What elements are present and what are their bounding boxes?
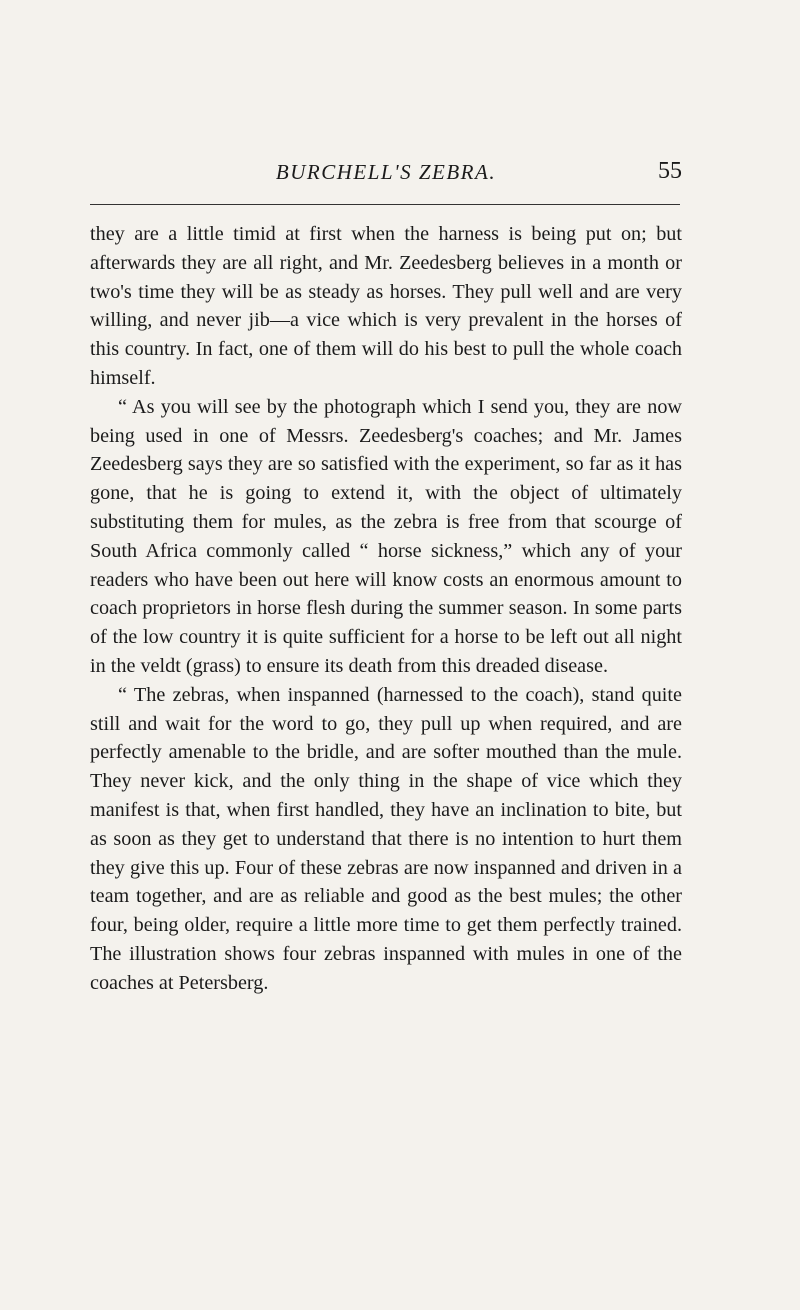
paragraph-2: “ As you will see by the photograph which I send you, they are now being used in one of Messrs. Zeedesberg's coaches; and Mr. James Zeedesberg says they are so satisfied with the experiment, so far as it has gone, that he is going to extend it, with the object of ultimately substituting them for mules, as the zebra is free from that scourge of South Africa commonly called “ horse sickness,” which any of your readers who have been out here will know costs an enormous amount to coach proprietors in horse flesh during the summer season. In some parts of the low country it is quite sufficient for a horse to be left out all night in the veldt (grass) to ensure its death from this dreaded disease. — [90, 395, 682, 677]
paragraph-1: they are a little timid at first when the harness is being put on; but afterwards they are all right, and Mr. Zeedesberg believes in a month or two's time they will be as steady as horses. They pull well and are very willing, and never jib—a vice which is very prevalent in the horses of this country. In fact, one of them will do his best to pull the whole coach himself. — [90, 223, 682, 389]
running-title: BURCHELL'S ZEBRA. — [275, 160, 497, 184]
page-number: 55 — [658, 158, 682, 184]
header-rule — [90, 204, 680, 205]
running-head — [90, 160, 682, 194]
body-text — [90, 220, 682, 998]
paragraph-3: “ The zebras, when inspanned (harnessed to the coach), stand quite still and wait for the word to go, they pull up when required, and are perfectly amenable to the bridle, and are softer mouthed than the mule. They never kick, and the only thing in the shape of vice which they manifest is that, when first handled, they have an inclination to bite, but as soon as they get to understand that there is no intention to hurt them they give this up. Four of these zebras are now inspanned and driven in a team together, and are as reliable and good as the best mules; the other four, being older, require a little more time to get them perfectly trained. The illustration shows four zebras inspanned with mules in one of the coaches at Petersberg. — [90, 683, 682, 994]
